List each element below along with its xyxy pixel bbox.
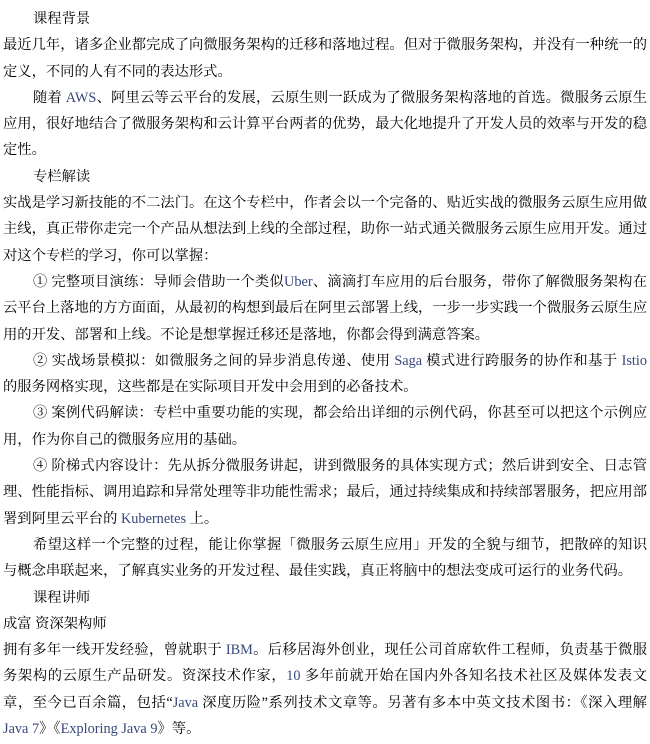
text-run: 上。 bbox=[186, 510, 219, 527]
text-run: 》《 bbox=[39, 721, 61, 738]
latin-text-run: Saga bbox=[394, 352, 423, 369]
text-run: 深度历险”系列技术文章等。另著有多本中英文技术图书：《深入理解 bbox=[198, 694, 647, 711]
text-run: ① 完整项目演练：导师会借助一个类似 bbox=[33, 273, 284, 290]
text-run: 课程讲师 bbox=[33, 589, 91, 606]
paragraph bbox=[3, 269, 647, 348]
text-run: 希望这样一个完整的过程，能让你掌握「微服务云原生应用」开发的全貌与细节，把散碎的知识与概念串联起来，了解真实业务的开发过程、最佳实践，真正将脑中的想法变成可运行的业务代码。 bbox=[3, 536, 647, 580]
text-run: 课程背景 bbox=[33, 11, 91, 27]
latin-text-run: Kubernetes bbox=[120, 510, 187, 527]
text-run: ④ 阶梯式内容设计：先从拆分微服务讲起，讲到微服务的具体实现方式；然后讲到安全、日志管理、性能指标、调用追踪和异常处理等非功能性需求；最后，通过持续集成和持续部署服务，把应用部署到阿里云平台的 bbox=[3, 458, 647, 527]
text-run: 。后移居海外创业，现任公司首席软件工程师，负责基于微服务架构的云原生产品研发。资深技术作家， bbox=[3, 642, 647, 685]
section-heading bbox=[3, 585, 647, 611]
paragraph bbox=[3, 532, 647, 585]
text-run: ③ 案例代码解读：专栏中重要功能的实现，都会给出详细的示例代码，你甚至可以把这个示例应用，作为你自己的微服务应用的基础。 bbox=[3, 405, 647, 448]
text-run: 实战是学习新技能的不二法门。在这个专栏中，作者会以一个完备的、贴近实战的微服务云原生应用做主线，真正带你走完一个产品从想法到上线的全部过程，助你一站式通关微服务云原生应用开发。通过对这个专栏的学习，你可以掌握： bbox=[3, 195, 647, 264]
text-run: 的服务网格实现，这些都是在实际项目开发中会用到的必备技术。 bbox=[3, 379, 418, 396]
text-run: 、阿里云等云平台的发展，云原生则一跃成为了微服务架构落地的首选。微服务云原生应用，很好地结合了微服务架构和云计算平台两者的优势，最大化地提升了开发人员的效率与开发的稳定性。 bbox=[3, 89, 647, 159]
text-run: 专栏解读 bbox=[33, 168, 91, 185]
paragraph bbox=[3, 453, 647, 532]
paragraph bbox=[3, 348, 647, 401]
latin-text-run: Java 7 bbox=[3, 721, 40, 738]
text-run: 、滴滴打车应用的后台服务，带你了解微服务架构在云平台上落地的方方面面，从最初的构想到最后在阿里云部署上线，一步一步实践一个微服务云原生应用的开发、部署和上线。不论是想掌握迁移还是落地，你都会得到满意答案。 bbox=[3, 273, 648, 343]
latin-text-run: Exploring Java 9 bbox=[60, 721, 158, 738]
latin-text-run: IBM bbox=[225, 642, 253, 659]
text-run: 多年前就开始在国内外各知名技术社区及媒体发表文章，至今已百余篇，包括“ bbox=[3, 668, 647, 711]
latin-text-run: Java bbox=[172, 694, 199, 711]
latin-text-run: Uber bbox=[284, 273, 313, 290]
paragraph bbox=[3, 400, 647, 453]
latin-text-run: Istio bbox=[621, 352, 647, 369]
text-run: 随着 bbox=[33, 89, 66, 106]
paragraph bbox=[3, 611, 647, 637]
latin-text-run: AWS bbox=[65, 89, 97, 106]
text-run: 最近几年，诸多企业都完成了向微服务架构的迁移和落地过程。但对于微服务架构，并没有一种统一的定义，不同的人有不同的表达形式。 bbox=[3, 37, 647, 80]
text-run: 成富 资深架构师 bbox=[3, 615, 107, 632]
text-run: 》等。 bbox=[157, 721, 201, 738]
text-run: ② 实战场景模拟：如微服务之间的异步消息传递、使用 bbox=[33, 352, 395, 369]
paragraph bbox=[3, 85, 647, 164]
latin-text-run: 10 bbox=[286, 668, 301, 685]
text-run: 模式进行跨服务的协作和基于 bbox=[422, 352, 622, 369]
paragraph bbox=[3, 32, 647, 85]
paragraph bbox=[3, 637, 647, 742]
section-heading bbox=[3, 6, 647, 32]
section-heading bbox=[3, 164, 647, 190]
text-run: 拥有多年一线开发经验，曾就职于 bbox=[3, 642, 226, 659]
paragraph bbox=[3, 190, 647, 269]
